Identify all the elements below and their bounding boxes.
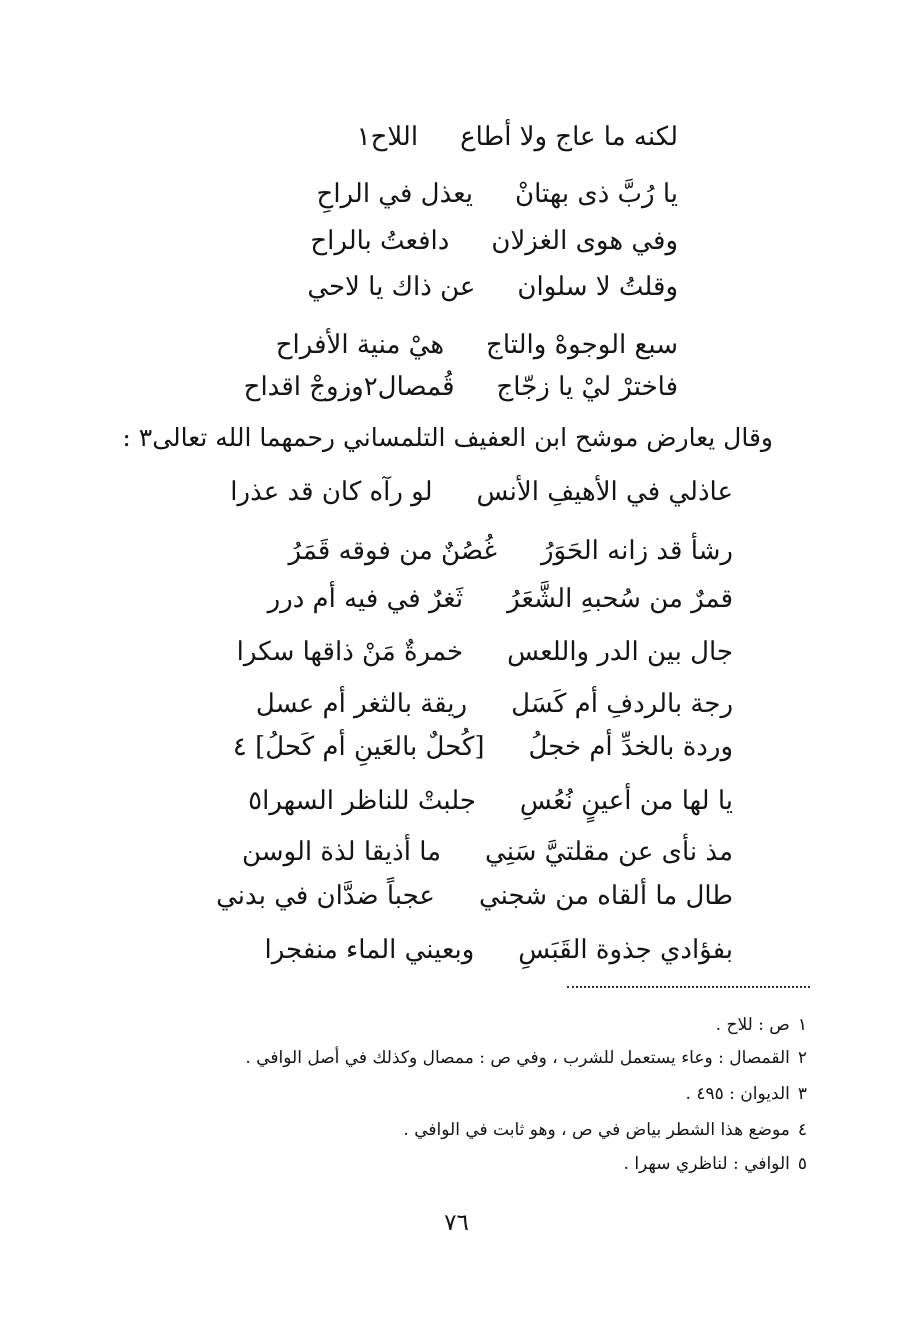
page-number: ٧٦	[444, 1210, 469, 1236]
footnote-number: ١	[797, 1015, 807, 1035]
verse-hemistich-second: عن ذاك يا لاحي	[307, 272, 476, 302]
footnote	[716, 1012, 807, 1038]
verse-hemistich-second: هيْ منية الأفراح	[275, 330, 445, 360]
footnote	[245, 1045, 807, 1071]
footnote-number: ٣	[797, 1084, 807, 1104]
verse-hemistich-first: رشأ قد زانه الحَوَرُ	[540, 536, 733, 566]
verse-line	[230, 472, 733, 512]
verse-line	[237, 632, 733, 672]
verse-hemistich-second: ثَغرٌ في فيه أم درر	[267, 584, 464, 614]
verse-hemistich-first: فاخترْ ليْ يا زجّاج	[496, 372, 678, 402]
footnote-text: موضع هذا الشطر بياض في ص ، وهو ثابت في الوافي .	[403, 1120, 790, 1140]
footnote-number: ٤	[797, 1120, 807, 1140]
footnote-text: الديوان : ٤٩٥ .	[685, 1084, 790, 1104]
verse-line	[357, 117, 678, 157]
verse-hemistich-first: مذ نأى عن مقلتيَّ سَنِي	[485, 837, 733, 867]
verse-hemistich-first: جال بين الدر واللعس	[507, 637, 733, 667]
verse-hemistich-second: جلبتْ للناظر السهرا٥	[248, 786, 476, 816]
verse-hemistich-first: عاذلي في الأهيفِ الأنس	[476, 477, 733, 507]
verse-hemistich-second: ما أذيقا لذة الوسن	[241, 837, 442, 867]
verse-line	[256, 684, 733, 724]
verse-hemistich-second: غُصُنٌ من فوقه قَمَرُ	[288, 536, 497, 566]
verse-hemistich-first: وردة بالخدِّ أم خجلُ	[528, 732, 733, 762]
verse-line	[310, 221, 678, 261]
verse-hemistich-second: [كُحلٌ بالعَينِ أم كَحلُ] ٤	[232, 732, 485, 762]
verse-line	[268, 579, 733, 619]
footnote-text: الوافي : لناظري سهرا .	[623, 1154, 790, 1174]
verse-hemistich-second: قُمصال٢وزوجْ اقداح	[243, 372, 455, 402]
verse-line	[307, 267, 678, 307]
verse-line	[317, 174, 678, 214]
verse-hemistich-second: عجباً ضدَّان في بدني	[216, 881, 435, 911]
footnote-separator	[567, 986, 810, 988]
verse-line	[289, 531, 734, 571]
verse-hemistich-second: خمرةٌ مَنْ ذاقها سكرا	[236, 637, 464, 667]
footnote-text: ص : للاح .	[715, 1015, 790, 1035]
verse-hemistich-first: بفؤادي جذوة القَبَسِ	[518, 935, 733, 965]
footnote	[686, 1081, 807, 1107]
footnote	[403, 1117, 807, 1143]
verse-line	[248, 781, 733, 821]
verse-hemistich-second: دافعتُ بالراح	[310, 226, 450, 256]
footnote-text: القمصال : وعاء يستعمل للشرب ، وفي ص : ممصال وكذلك في أصل الوافي .	[245, 1048, 790, 1068]
verse-hemistich-first: قمرٌ من سُحبهِ الشَّعَرُ	[507, 584, 733, 614]
verse-hemistich-first: لكنه ما عاج ولا أطاع	[460, 122, 678, 152]
verse-line	[244, 367, 678, 407]
verse-hemistich-second: يعذل في الراحِ	[316, 179, 473, 209]
verse-hemistich-first: طال ما ألقاه من شجني	[478, 881, 733, 911]
footnote-number: ٢	[797, 1048, 807, 1068]
verse-line	[264, 930, 733, 970]
verse-hemistich-first: وقلتُ لا سلوان	[517, 272, 678, 302]
verse-hemistich-first: وفي هوى الغزلان	[491, 226, 678, 256]
footnote	[624, 1151, 807, 1177]
verse-hemistich-second: ريقة بالثغر أم عسل	[255, 689, 468, 719]
verse-line	[276, 325, 678, 365]
footnote-number: ٥	[797, 1154, 807, 1174]
verse-hemistich-first: يا رُبَّ ذى بهتانْ	[515, 179, 678, 209]
verse-hemistich-second: لو رآه كان قد عذرا	[230, 477, 433, 507]
verse-hemistich-first: يا لها من أعينٍ نُعُسِ	[519, 786, 733, 816]
verse-line	[242, 832, 733, 872]
verse-line	[216, 876, 733, 916]
verse-line	[233, 727, 733, 767]
verse-hemistich-second: وبعيني الماء منفجرا	[264, 935, 475, 965]
verse-hemistich-second: اللاح١	[356, 122, 419, 152]
intro-paragraph: وقال يعارض موشح ابن العفيف التلمساني رحمهما الله تعالى٣ :	[122, 423, 773, 452]
verse-hemistich-first: رجة بالردفِ أم كَسَل	[511, 689, 733, 719]
verse-hemistich-first: سبع الوجوهْ والتاج	[486, 330, 678, 360]
